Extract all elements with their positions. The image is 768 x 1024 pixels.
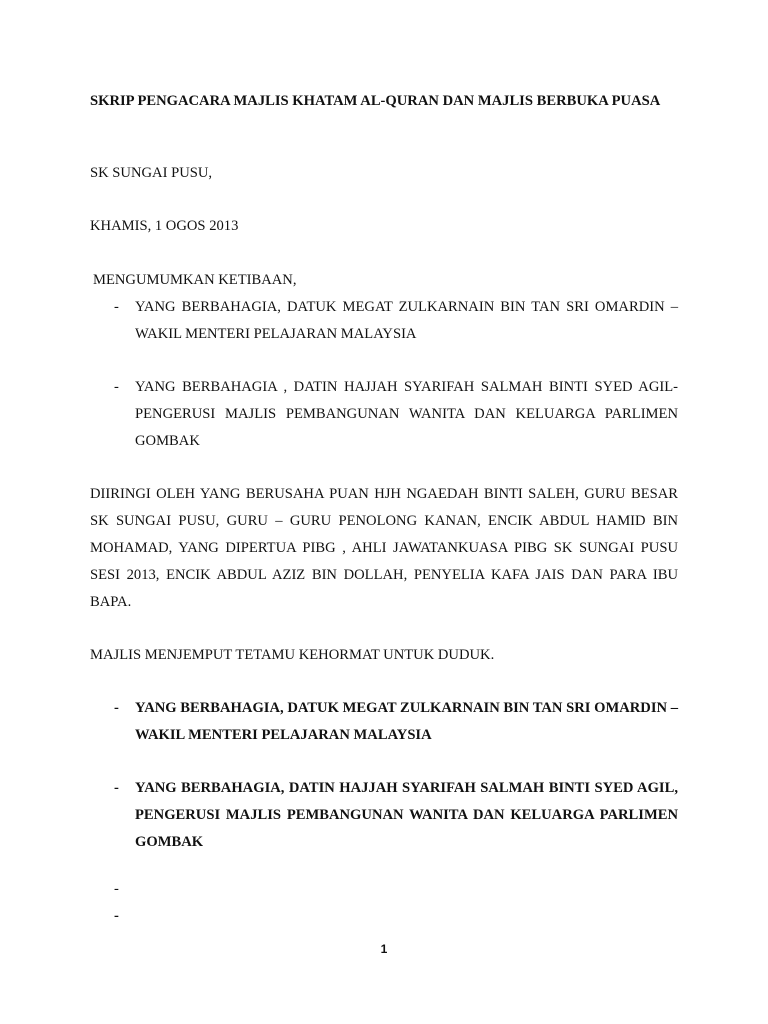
list-dash: - [114,379,119,395]
seating-item-text: YANG BERBAHAGIA, DATUK MEGAT ZULKARNAIN BIN TAN SRI OMARDIN – WAKIL MENTERI PELAJARAN MALAYSIA [135,700,679,743]
list-dash: - [114,780,119,796]
seating-item-text: YANG BERBAHAGIA, DATIN HAJJAH SYARIFAH SALMAH BINTI SYED AGIL, PENGERUSI MAJLIS PEMBANGUNAN WANITA DAN KELUARGA PARLIMEN GOMBAK [135,780,678,850]
seating-heading: MAJLIS MENJEMPUT TETAMU KEHORMAT UNTUK DUDUK. [90,647,495,663]
event-date: KHAMIS, 1 OGOS 2013 [90,218,239,234]
list-dash: - [114,299,119,315]
accompanied-paragraph: DIIRINGI OLEH YANG BERUSAHA PUAN HJH NGAEDAH BINTI SALEH, GURU BESAR SK SUNGAI PUSU, GURU – GURU PENOLONG KANAN, ENCIK ABDUL HAMID BIN MOHAMAD, YANG DIPERTUA PIBG , AHLI JAWATANKUASA PIBG SK SUNGAI PUSU SESI 2013, ENCIK ABDUL AZIZ BIN DOLLAH, PENYELIA KAFA JAIS DAN PARA IBU BAPA. [90,486,678,610]
list-dash: - [114,881,119,897]
announcement-heading: MENGUMUMKAN KETIBAAN, [93,272,297,288]
list-dash: - [114,700,119,716]
arrival-item-text: YANG BERBAHAGIA , DATIN HAJJAH SYARIFAH SALMAH BINTI SYED AGIL- PENGERUSI MAJLIS PEMBANGUNAN WANITA DAN KELUARGA PARLIMEN GOMBAK [135,379,678,449]
list-dash: - [114,908,119,924]
school-name: SK SUNGAI PUSU, [90,165,213,181]
document-title: SKRIP PENGACARA MAJLIS KHATAM AL-QURAN DAN MAJLIS BERBUKA PUASA [90,93,661,109]
page-number: 1 [380,942,388,956]
arrival-item-text: YANG BERBAHAGIA, DATUK MEGAT ZULKARNAIN BIN TAN SRI OMARDIN – WAKIL MENTERI PELAJARAN MALAYSIA [135,299,678,342]
